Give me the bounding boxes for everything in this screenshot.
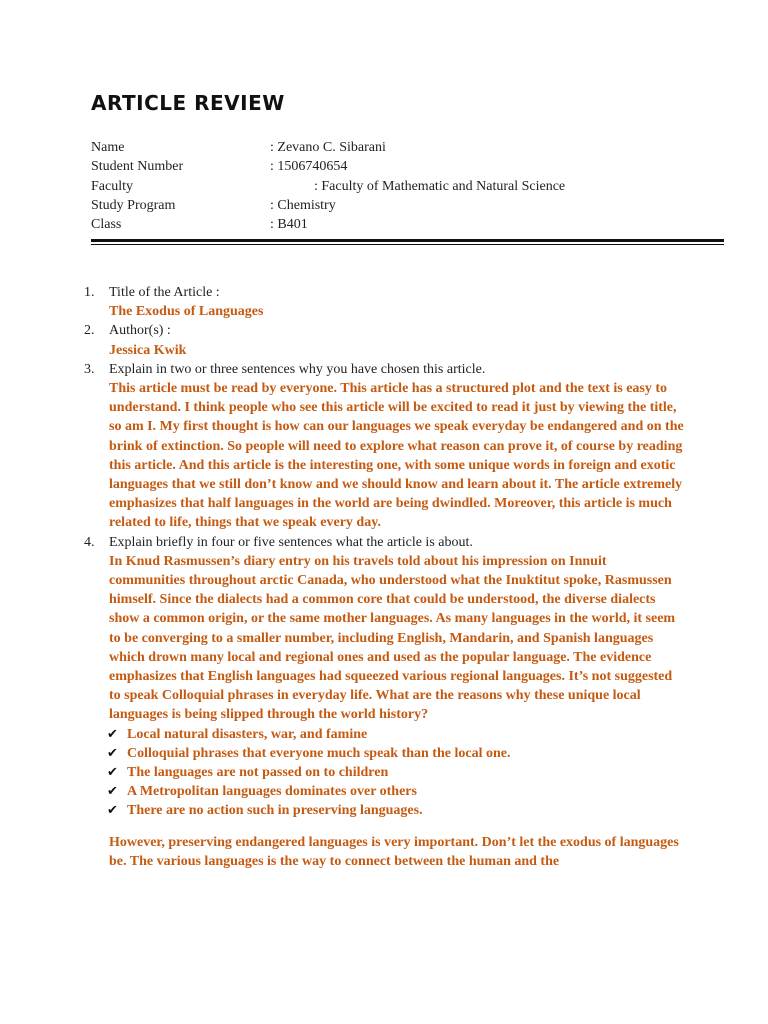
question-prompt: Explain in two or three sentences why you have chosen this article. — [109, 361, 486, 377]
question-item — [84, 283, 684, 321]
question-answer: In Knud Rasmussen’s diary entry on his travels told about his impression on Innuit communities throughout arctic Canada, who understood what the Inuktitut spoke, Rasmussen himself. Since the dialects had a common core that could be understood, the diverse dialects show a common origin, or the same mother languages. As many languages in the world, it seem to be converging to a smaller number, including English, Mandarin, and Spanish languages which drown many local and regional ones and used as the popular language. The evidence emphasizes that English languages had squeezed various regional languages. It’s not suggested to speak Colloquial phrases in everyday life. What are the reasons why these unique local languages is being slipped through the world history? — [109, 553, 676, 723]
info-label: Student Number — [91, 159, 184, 175]
question-answer: This article must be read by everyone. This article has a structured plot and the text is easy to understand. I think people who see this article will be excited to read it just by viewing the title, so am I. My first thought is how can our languages we speak everyday be endangered and on the brink of extinction. So people will need to explore what reason can prove it, of course by reading this article. And this article is the interesting one, with some unique words in foreign and exotic languages that we still don’t know and we should know and learn about it. The article extremely emphasizes that half languages in the world are being dwindled. Moreover, this article is much related to life, things that we speak every day. — [109, 381, 684, 531]
question-list — [84, 283, 684, 871]
header-divider-thick — [91, 239, 724, 242]
reason-item — [109, 763, 684, 782]
question-prompt: Title of the Article : — [109, 285, 220, 300]
reason-text: The languages are not passed on to children — [127, 765, 389, 781]
reason-item — [109, 782, 684, 801]
reason-item — [109, 744, 684, 763]
question-answer: The Exodus of Languages — [109, 304, 264, 320]
info-label: Class — [91, 217, 122, 233]
info-value: : B401 — [270, 217, 308, 233]
checkmark-icon: ✔ — [107, 726, 118, 742]
header-divider-thin — [91, 244, 724, 245]
checkmark-icon: ✔ — [107, 803, 118, 819]
closing-paragraph: However, preserving endangered languages is very important. Don’t let the exodus of languages be. The various languages is the way to connect between the human and the — [109, 834, 679, 869]
reason-item — [109, 801, 684, 820]
info-label: Study Program — [91, 197, 176, 213]
reason-text: A Metropolitan languages dominates over others — [127, 784, 417, 800]
document-title: ARTICLE REVIEW — [91, 91, 285, 115]
info-value: : Chemistry — [270, 197, 336, 213]
reason-item — [109, 725, 684, 744]
info-value: : 1506740654 — [270, 159, 348, 175]
question-number: 2. — [84, 323, 95, 339]
info-label: Faculty — [91, 178, 133, 194]
checkmark-icon: ✔ — [107, 745, 118, 761]
question-item — [84, 321, 684, 359]
question-number: 3. — [84, 361, 95, 377]
info-value: : Zevano C. Sibarani — [270, 140, 386, 155]
question-number: 4. — [84, 534, 95, 550]
question-number: 1. — [84, 285, 95, 300]
question-prompt: Explain briefly in four or five sentences what the article is about. — [109, 534, 473, 550]
question-answer: Jessica Kwik — [109, 342, 187, 358]
checkmark-icon: ✔ — [107, 784, 118, 800]
question-prompt: Author(s) : — [109, 323, 171, 339]
reason-list — [109, 725, 684, 821]
reason-text: Local natural disasters, war, and famine — [127, 726, 368, 742]
question-item — [84, 533, 684, 871]
reason-text: Colloquial phrases that everyone much speak than the local one. — [127, 745, 511, 761]
reason-text: There are no action such in preserving languages. — [127, 803, 423, 819]
info-value: : Faculty of Mathematic and Natural Science — [314, 178, 566, 194]
checkmark-icon: ✔ — [107, 765, 118, 781]
question-item — [84, 360, 684, 533]
info-label: Name — [91, 140, 125, 155]
